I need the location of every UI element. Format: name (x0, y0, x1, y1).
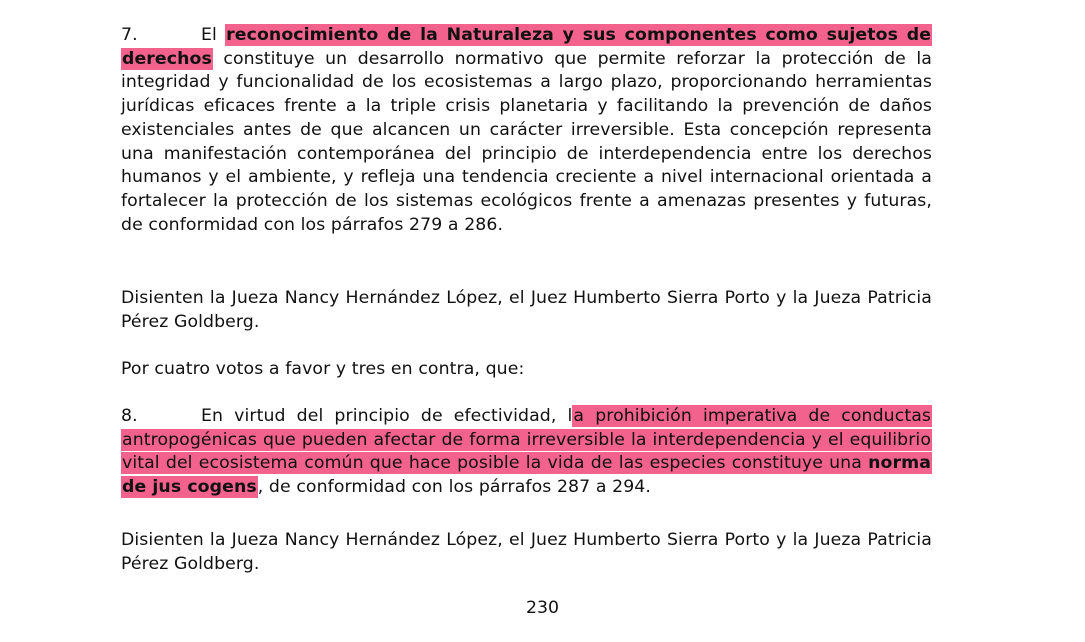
paragraph-lead: En virtud del principio de efectividad, l (201, 406, 573, 426)
cut-off-previous-line (121, 0, 931, 4)
paragraph-lead: El (201, 25, 226, 45)
paragraph-body: , de conformidad con los párrafos 287 a 294. (257, 477, 651, 498)
paragraph-body: constituye un desarrollo normativo que permite reforzar la protección de la integridad y funcionalidad de los ecosistemas a largo plazo, proporcionando herramientas jurídicas eficaces frente a la triple crisis planetaria y facilitando la prevención de daños existenciales antes de que alcancen un carácter irreversible. Esta concepción representa una manifestación contemporánea del principio de interdependencia entre los derechos humanos y el ambiente, y refleja una tendencia creciente a nivel internacional orientada a fortalecer la protección de los sistemas ecológicos frente a amenazas presentes y futuras, de conformidad con los párrafos 279 a 286. (121, 48, 932, 235)
highlighted-bold-phrase: reconocimiento de la Naturaleza y sus componentes como sujetos de derechos (122, 25, 932, 69)
dissent-note-1: Disienten la Jueza Nancy Hernández López, el Juez Humberto Sierra Porto y la Jueza Patricia Pérez Goldberg. (121, 288, 932, 332)
paragraph-number: 8. (121, 406, 138, 426)
paragraph-8 (121, 405, 932, 500)
paragraph-number: 7. (121, 25, 138, 45)
highlighted-bold-phrase: norma de jus cogens (122, 453, 931, 498)
vote-line: Por cuatro votos a favor y tres en contra, que: (121, 359, 525, 379)
paragraph-7 (121, 24, 932, 237)
highlighted-text: a prohibición imperativa de conductas antropogénicas que pueden afectar de forma irreversible la interdependencia y el equilibrio vital del ecosistema común que hace posible la vida de las especies constituye una (122, 406, 931, 474)
dissent-note-2: Disienten la Jueza Nancy Hernández López, el Juez Humberto Sierra Porto y la Jueza Patricia Pérez Goldberg. (121, 530, 932, 574)
page-number: 230 (526, 598, 559, 618)
